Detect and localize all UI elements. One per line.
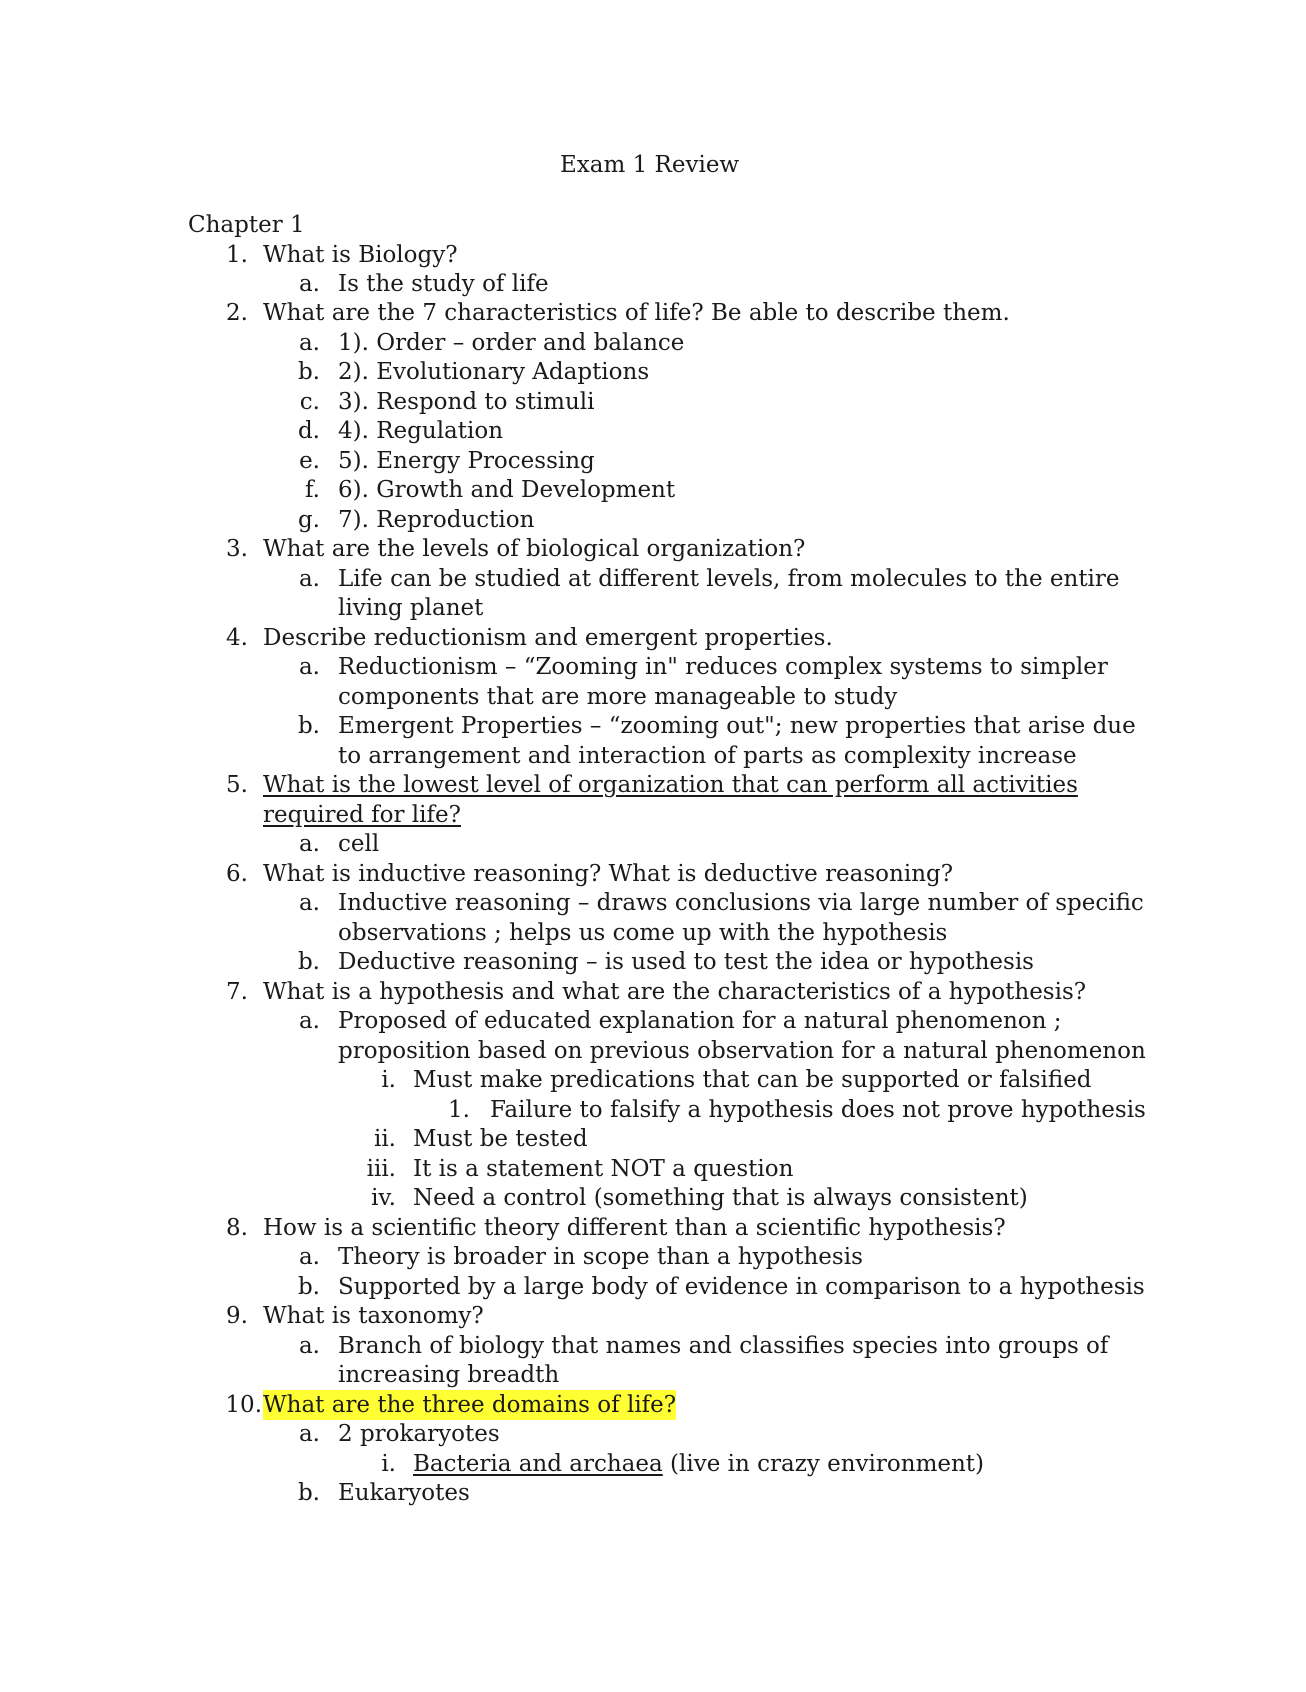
answer-text-cont: proposition based on previous observation for a natural phenomenon (338, 1038, 1146, 1064)
question-number: 5. (226, 772, 248, 798)
answer-text: Proposed of educated explanation for a natural phenomenon ; (338, 1008, 1062, 1034)
question-number: 1. (226, 242, 248, 268)
answer-text: 2 prokaryotes (338, 1421, 500, 1447)
sub-text: Must make predications that can be supported or falsified (413, 1067, 1092, 1093)
answer-text: Emergent Properties – “zooming out"; new properties that arise due (338, 713, 1136, 739)
answer-text: 1). Order – order and balance (338, 330, 685, 356)
answer-marker: a. (298, 271, 320, 297)
answer-marker: a. (298, 831, 320, 857)
sub-marker: i. (381, 1067, 396, 1093)
answer-marker: b. (297, 949, 320, 975)
answer-text: 7). Reproduction (338, 507, 535, 533)
sub-text: Need a control (something that is always consistent) (413, 1185, 1028, 1211)
chapter-heading: Chapter 1 (188, 212, 305, 238)
answer-text-cont: components that are more manageable to study (338, 684, 898, 710)
answer-text: Supported by a large body of evidence in comparison to a hypothesis (338, 1274, 1145, 1300)
question-1: What is Biology? (263, 242, 458, 268)
answer-text: Life can be studied at different levels, from molecules to the entire (338, 566, 1120, 592)
sub-sub-text: Failure to falsify a hypothesis does not prove hypothesis (490, 1097, 1146, 1123)
sub-text: Must be tested (413, 1126, 588, 1152)
sub-marker: i. (381, 1451, 396, 1477)
answer-text: 3). Respond to stimuli (338, 389, 595, 415)
answer-text: Theory is broader in scope than a hypothesis (338, 1244, 863, 1270)
answer-text-cont: observations ; helps us come up with the hypothesis (338, 920, 948, 946)
answer-text: 4). Regulation (338, 418, 504, 444)
answer-text: Branch of biology that names and classifies species into groups of (338, 1333, 1109, 1359)
answer-text: Deductive reasoning – is used to test the idea or hypothesis (338, 949, 1034, 975)
question-7: What is a hypothesis and what are the characteristics of a hypothesis? (263, 979, 1087, 1005)
answer-marker: a. (298, 1421, 320, 1447)
answer-marker: a. (298, 566, 320, 592)
question-5-cont: required for life? (263, 802, 461, 828)
question-number: 10. (225, 1392, 262, 1418)
answer-marker: b. (297, 1274, 320, 1300)
sub-sub-marker: 1. (448, 1097, 470, 1123)
answer-marker: f. (304, 477, 320, 503)
sub-marker: iii. (366, 1156, 396, 1182)
answer-marker: b. (297, 713, 320, 739)
question-8: How is a scientific theory different than a scientific hypothesis? (263, 1215, 1006, 1241)
answer-marker: a. (298, 890, 320, 916)
answer-marker: d. (297, 418, 320, 444)
question-number: 6. (226, 861, 248, 887)
answer-text: Is the study of life (338, 271, 549, 297)
answer-marker: a. (298, 654, 320, 680)
sub-marker: ii. (373, 1126, 396, 1152)
question-3: What are the levels of biological organization? (263, 536, 806, 562)
sub-text: It is a statement NOT a question (413, 1156, 794, 1182)
answer-marker: g. (297, 507, 320, 533)
question-9: What is taxonomy? (263, 1303, 484, 1329)
answer-text-cont: to arrangement and interaction of parts as complexity increase (338, 743, 1077, 769)
answer-marker: b. (297, 359, 320, 385)
question-2: What are the 7 characteristics of life? Be able to describe them. (263, 300, 1010, 326)
answer-text-cont: living planet (338, 595, 484, 621)
answer-text-cont: increasing breadth (338, 1362, 560, 1388)
question-number: 2. (226, 300, 248, 326)
sub-marker: iv. (371, 1185, 396, 1211)
answer-marker: e. (299, 448, 320, 474)
sub-text (413, 1449, 984, 1479)
answer-marker: a. (298, 330, 320, 356)
answer-text: cell (338, 831, 380, 857)
answer-text: 6). Growth and Development (338, 477, 676, 503)
question-4: Describe reductionism and emergent properties. (263, 625, 833, 651)
question-number: 3. (226, 536, 248, 562)
question-number: 9. (226, 1303, 248, 1329)
answer-marker: c. (299, 389, 320, 415)
answer-marker: b. (297, 1480, 320, 1506)
answer-text: Reductionism – “Zooming in" reduces complex systems to simpler (338, 654, 1108, 680)
page-title: Exam 1 Review (560, 152, 740, 178)
domain-note: (live in crazy environment) (662, 1451, 985, 1477)
answer-text: Inductive reasoning – draws conclusions via large number of specific (338, 890, 1144, 916)
answer-marker: a. (298, 1333, 320, 1359)
domain-names-underlined: Bacteria and archaea (413, 1451, 663, 1477)
question-5: What is the lowest level of organization that can perform all activities (263, 772, 1078, 798)
answer-text: 5). Energy Processing (338, 448, 595, 474)
answer-marker: a. (298, 1008, 320, 1034)
question-6: What is inductive reasoning? What is deductive reasoning? (263, 861, 954, 887)
answer-marker: a. (298, 1244, 320, 1270)
question-number: 7. (226, 979, 248, 1005)
answer-text: Eukaryotes (338, 1480, 470, 1506)
answer-text: 2). Evolutionary Adaptions (338, 359, 650, 385)
question-10: What are the three domains of life? (263, 1392, 677, 1418)
question-number: 8. (226, 1215, 248, 1241)
question-number: 4. (226, 625, 248, 651)
